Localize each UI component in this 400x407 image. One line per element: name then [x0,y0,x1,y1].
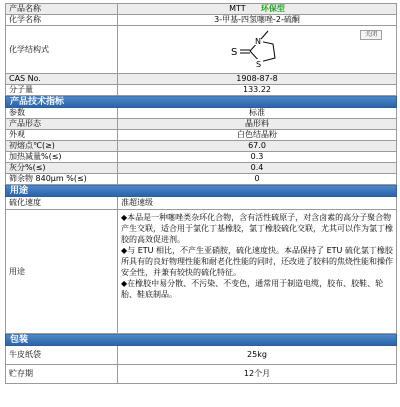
spec-value: 67.0 [118,141,397,152]
spec-row [6,174,397,185]
spec-header-row [6,108,397,119]
product-sheet [5,3,396,384]
eco-tag: 环保型 [260,4,285,13]
spec-row [6,163,397,174]
structure-cell [118,26,397,74]
thione-sulfur: S [231,47,238,58]
cure-speed-label: 硫化速度 [6,197,118,210]
spec-row [6,152,397,163]
spec-row [6,130,397,141]
product-table [5,3,397,384]
chemical-name-label: 化学名称 [6,15,118,26]
structure-label: 化学结构式 [6,26,118,74]
chemical-name-value: 3-甲基-四氢噻唑-2-硫酮 [118,15,397,26]
row-cure-speed [6,197,397,210]
spec-value: 0 [118,174,397,185]
spec-value: 晶形料 [118,119,397,130]
row-molecular-weight [6,85,397,96]
usage-paragraph: ◆本品是一种噻唑类杂环化合物，含有活性硫原子，对含卤素的高分子聚合物产生交联，适合用于氯化丁基橡胶，氯丁橡胶硫化交联，尤其可以作为氯丁橡胶的高效促进剂。 [121,213,393,244]
cas-label: CAS No. [6,74,118,85]
usage-paragraph: ◆与 ETU 相比，不产生亚硝胺，硫化速度快。本品保持了 ETU 硫化氯丁橡胶所具有的良好物理性能和耐老化性能的同时，还改进了胶料的焦烧性能和操作安全性，并兼有较快的硫化特征。 [121,246,393,277]
row-cas [6,74,397,85]
product-name-label: 产品名称 [6,4,118,15]
spec-value: 0.3 [118,152,397,163]
spec-value: 0.4 [118,163,397,174]
package-value: 25kg [118,346,397,365]
section-package [6,334,397,346]
section-tech [6,96,397,108]
ring-nitrogen: N [255,37,261,46]
spec-row [6,141,397,152]
close-button[interactable]: 关闭 [360,30,382,40]
row-product-name [6,4,397,15]
row-usage [6,210,397,334]
row-chemical-name [6,15,397,26]
storage-label: 贮存期 [6,365,118,384]
spec-label: 外观 [6,130,118,141]
section-tech-title: 产品技术指标 [6,96,397,108]
mw-value: 133.22 [118,85,397,96]
spec-value: 白色结晶粉 [118,130,397,141]
usage-label: 用途 [6,210,118,334]
row-storage [6,365,397,384]
mw-label: 分子量 [6,85,118,96]
cure-speed-value: 准超速级 [118,197,397,210]
section-package-title: 包装 [6,334,397,346]
product-name-value [118,4,397,15]
spec-header-label: 参数 [6,108,118,119]
methyl-bond [261,31,268,39]
spec-label: 筛余物 840μm %(≤) [6,174,118,185]
spec-label: 产品形态 [6,119,118,130]
spec-header-value: 标准 [118,108,397,119]
storage-value: 12个月 [118,365,397,384]
product-abbr: MTT [229,4,246,13]
spec-label: 初熔点℃(≥) [6,141,118,152]
structure-diagram [228,28,288,70]
cas-value: 1908-87-8 [118,74,397,85]
spec-label: 灰分%(≤) [6,163,118,174]
section-application [6,185,397,197]
usage-paragraph: ◆在橡胶中易分散、不污染、不变色，通常用于制造电缆，胶布、胶鞋、轮胎、鞋底制品。 [121,279,384,299]
spec-label: 加热减量%(≤) [6,152,118,163]
package-label: 牛皮纸袋 [6,346,118,365]
spec-row [6,119,397,130]
ring-sulfur: S [256,60,262,69]
row-package [6,346,397,365]
usage-description [118,210,397,334]
row-structure [6,26,397,74]
section-application-title: 用途 [6,185,397,197]
